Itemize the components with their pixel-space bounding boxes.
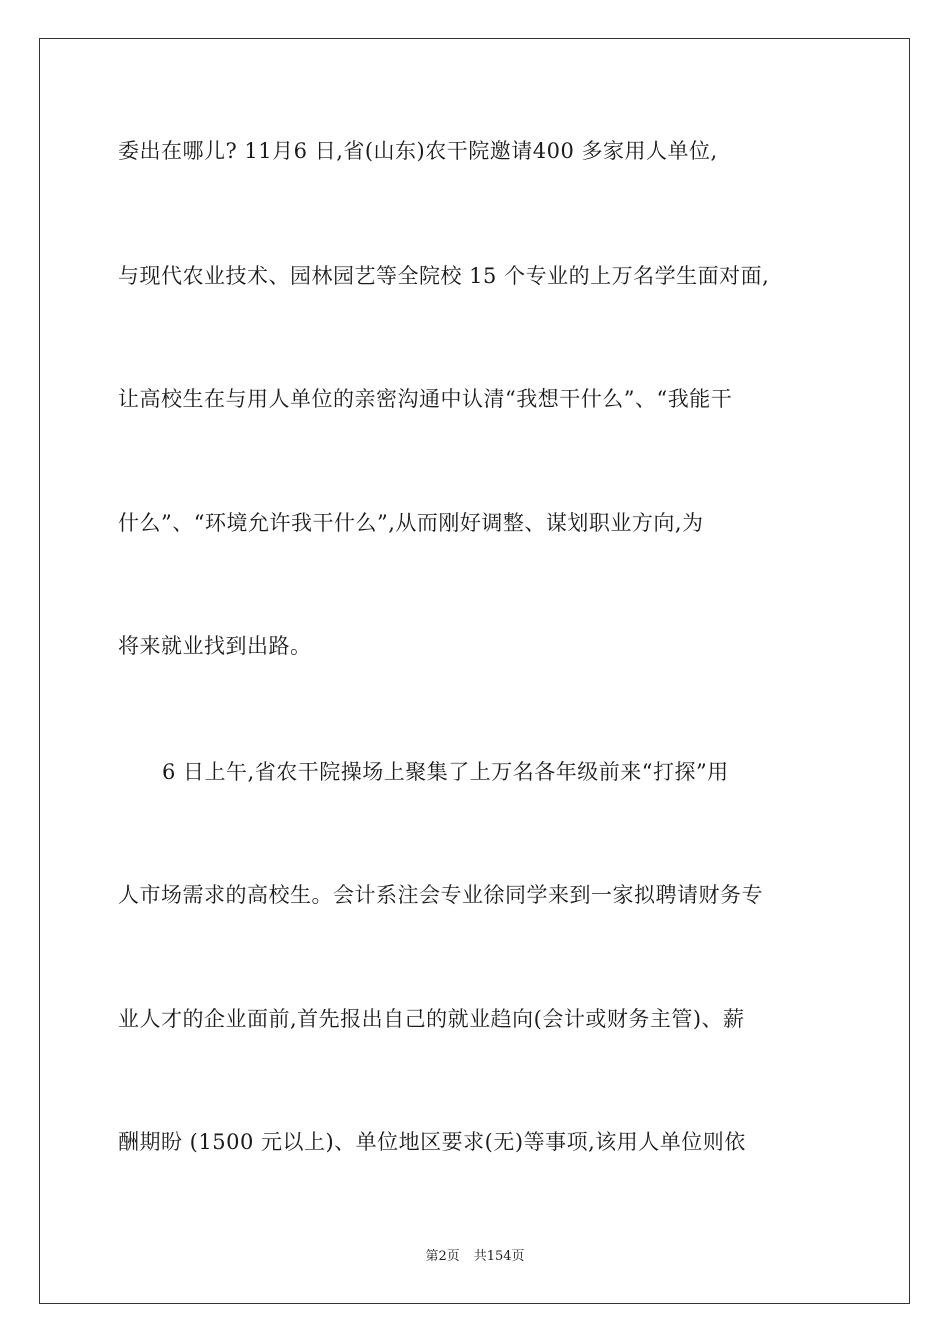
body-text-line: 将来就业找到出路。	[118, 634, 312, 658]
body-text-line: 人市场需求的高校生。会计系注会专业徐同学来到一家拟聘请财务专	[118, 883, 763, 907]
paragraph-first-line: 6 日上午,省农干院操场上聚集了上万名各年级前来“打探”用	[162, 760, 729, 784]
body-text-line: 什么”、“环境允许我干什么”,从而刚好调整、谋划职业方向,为	[118, 511, 704, 535]
page-total: 共154页	[473, 1249, 525, 1264]
body-text-line: 与现代农业技术、园林园艺等全院校 15 个专业的上万名学生面对面,	[118, 264, 770, 288]
body-text-line: 委出在哪儿? 11月6 日,省(山东)农干院邀请400 多家用人单位,	[118, 139, 718, 163]
page-number: 第2页	[425, 1249, 460, 1264]
body-text-line: 让高校生在与用人单位的亲密沟通中认清“我想干什么”、“我能干	[118, 387, 733, 411]
page-footer	[0, 1249, 950, 1265]
page-border	[39, 38, 910, 1304]
body-text-line: 业人才的企业面前,首先报出自己的就业趋向(会计或财务主管)、薪	[118, 1007, 745, 1031]
body-text-line: 酬期盼 (1500 元以上)、单位地区要求(无)等事项,该用人单位则依	[118, 1130, 746, 1154]
